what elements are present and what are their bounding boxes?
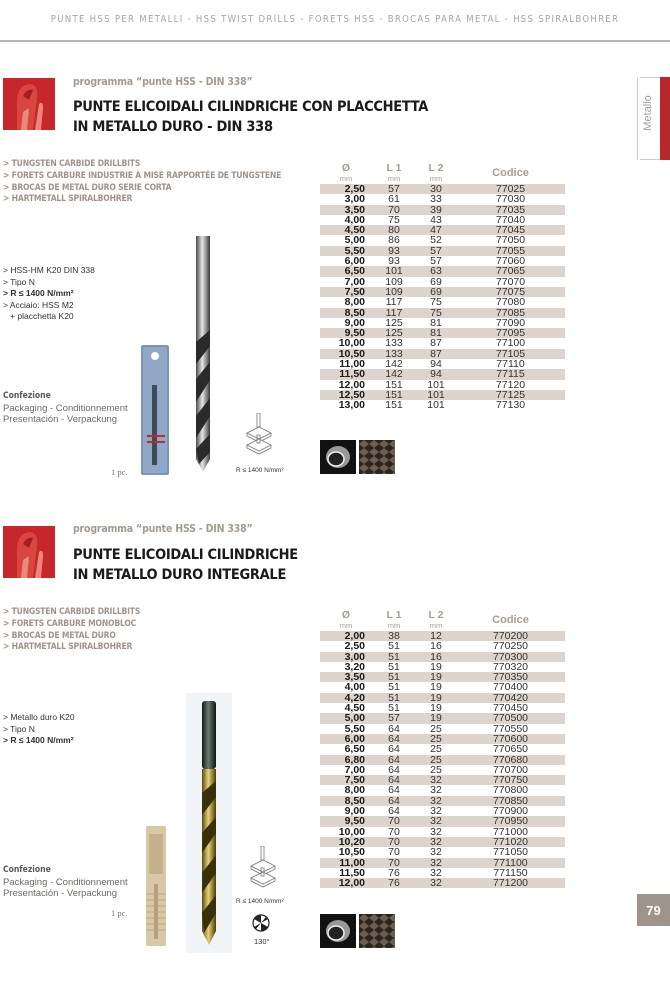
cell-l2: 32: [430, 805, 442, 818]
cell-code: 77095: [495, 327, 526, 340]
cell-code: 770500: [492, 712, 529, 725]
cell-l1: 117: [385, 306, 403, 319]
cell-l1: 76: [388, 866, 400, 879]
cell-l1: 133: [385, 337, 403, 350]
cell-l2: 81: [430, 316, 442, 329]
cell-l1: 93: [388, 244, 400, 257]
cell-diameter: 9,50: [344, 815, 365, 828]
cell-diameter: 5,50: [344, 722, 365, 735]
cell-diameter: 12,00: [338, 378, 365, 391]
cell-l1: 51: [388, 691, 400, 704]
cell-l2: 16: [430, 640, 442, 653]
name-fr: > FORETS CARBURE INDUSTRIE À MISE RAPPORTÉE DE TUNGSTENE: [3, 170, 282, 181]
cell-code: 77030: [495, 193, 526, 206]
cell-code: 770350: [492, 671, 529, 684]
tensile-strength-label: R ≤ 1400 N/mm²: [236, 898, 284, 905]
cell-l1: 57: [388, 712, 400, 725]
cell-diameter: 9,00: [344, 316, 365, 329]
product-title-line-1: PUNTE ELICOIDALI CILINDRICHE CON PLACCHETTA: [73, 99, 429, 115]
cell-diameter: 9,00: [344, 805, 365, 818]
cell-l2: 32: [430, 784, 442, 797]
cell-code: 77100: [495, 337, 526, 350]
steel-ring-icon: [320, 914, 356, 948]
cell-code: 77120: [495, 378, 526, 391]
spec-item: > Tipo N: [3, 276, 35, 287]
cell-code: 770200: [492, 630, 529, 642]
cell-code: 77045: [495, 224, 526, 237]
cell-diameter: 9,50: [344, 327, 365, 340]
cell-l2: 32: [430, 866, 442, 879]
name-es: > BROCAS DE METAL DURO: [3, 630, 116, 641]
cell-l1: 125: [385, 327, 403, 340]
cell-l2: 33: [430, 193, 442, 206]
cell-diameter: 4,20: [344, 691, 365, 704]
cell-l2: 87: [430, 347, 442, 360]
product-title-line-2: IN METALLO DURO - DIN 338: [73, 119, 273, 135]
steel-ring-icon: [320, 440, 356, 474]
cell-code: 770320: [492, 660, 529, 673]
tensile-strength-icon: [249, 846, 277, 888]
cell-diameter: 6,50: [344, 265, 365, 278]
name-fr: > FORETS CARBURE MONOBLOC: [3, 618, 137, 629]
page-number: 79: [637, 894, 670, 926]
cell-code: 77090: [495, 316, 526, 329]
spec-item: > Acciaio: HSS M2: [3, 299, 74, 310]
cell-l1: 51: [388, 650, 400, 663]
cell-diameter: 4,00: [344, 213, 365, 226]
table-row: [320, 847, 565, 857]
cell-l2: 57: [430, 244, 442, 257]
cell-l2: 19: [430, 681, 442, 694]
cell-l1: 51: [388, 671, 400, 684]
spec-item: + placchetta K20: [3, 311, 74, 321]
cell-code: 770750: [492, 774, 529, 787]
solid-carbide-drill-image: [186, 693, 232, 953]
table-row: [320, 400, 565, 410]
cell-diameter: 7,00: [344, 275, 365, 288]
cell-l1: 61: [388, 193, 400, 206]
cell-diameter: 2,50: [344, 640, 365, 653]
tensile-strength-label: R ≤ 1400 N/mm²: [236, 467, 284, 474]
packaging-line: Packaging - Conditionnement: [3, 876, 128, 888]
cell-l1: 109: [385, 275, 403, 288]
cell-l1: 70: [388, 846, 400, 859]
cell-code: 77040: [495, 213, 526, 226]
cell-l2: 43: [430, 213, 442, 226]
cell-diameter: 10,50: [338, 846, 365, 859]
column-header-l1: L 1 mm: [386, 608, 402, 630]
cell-diameter: 10,50: [338, 347, 365, 360]
cell-l2: 25: [430, 743, 442, 756]
cell-l1: 80: [388, 224, 400, 237]
cell-l1: 86: [388, 234, 400, 247]
cell-l2: 25: [430, 732, 442, 745]
size-table: [320, 609, 565, 888]
cell-l1: 64: [388, 753, 400, 766]
drill-logo-icon: [3, 526, 55, 578]
cell-code: 770250: [492, 640, 529, 653]
cell-diameter: 2,50: [344, 183, 365, 195]
cell-diameter: 11,50: [339, 368, 365, 381]
point-angle-icon: [252, 914, 270, 932]
cell-l2: 101: [427, 388, 445, 401]
cell-l1: 64: [388, 732, 400, 745]
cell-diameter: 11,00: [339, 856, 365, 869]
cell-code: 770420: [492, 691, 529, 704]
table-row: [320, 878, 565, 888]
header-divider: [0, 40, 670, 42]
cell-l1: 64: [388, 794, 400, 807]
cell-diameter: 3,20: [344, 660, 365, 673]
cell-l1: 151: [385, 388, 403, 401]
cell-l1: 64: [388, 784, 400, 797]
cell-l1: 75: [388, 213, 400, 226]
size-table-body: [320, 184, 565, 411]
cell-l1: 64: [388, 722, 400, 735]
packaging-info: [3, 865, 128, 900]
cell-l2: 69: [430, 285, 442, 298]
cell-l2: 25: [430, 763, 442, 776]
cell-diameter: 12,00: [338, 877, 365, 890]
cell-l1: 64: [388, 743, 400, 756]
cell-diameter: 8,50: [344, 794, 365, 807]
catalog-header: PUNTE HSS PER METALLI - HSS TWIST DRILLS - FORETS HSS - BROCAS PARA METAL - HSS SPIRALBOHRER: [50, 14, 620, 25]
packaging-line: Packaging - Conditionnement: [3, 402, 128, 414]
cell-code: 77080: [495, 296, 526, 309]
cell-l1: 70: [388, 835, 400, 848]
cell-l2: 32: [430, 825, 442, 838]
cell-code: 770800: [492, 784, 529, 797]
cell-code: 77110: [496, 358, 525, 371]
size-table-body: [320, 631, 565, 888]
cell-code: 77060: [495, 255, 526, 268]
cell-l2: 25: [430, 753, 442, 766]
cell-l2: 94: [430, 358, 442, 371]
cell-l1: 51: [388, 660, 400, 673]
cell-l2: 94: [430, 368, 442, 381]
cell-diameter: 10,00: [338, 337, 365, 350]
cell-diameter: 7,00: [344, 763, 365, 776]
diamond-knurl-icon: [359, 914, 395, 948]
packaging-line: Presentación - Verpackung: [3, 888, 118, 899]
cell-diameter: 7,50: [344, 774, 365, 787]
cell-diameter: 4,50: [344, 224, 365, 237]
carbide-tipped-drill-image: [193, 234, 213, 474]
cell-l1: 51: [388, 702, 400, 715]
cell-l1: 117: [385, 296, 403, 309]
cell-l2: 87: [430, 337, 442, 350]
size-table: [320, 162, 565, 411]
cell-diameter: 8,00: [344, 784, 365, 797]
cell-code: 770400: [492, 681, 529, 694]
cell-l2: 75: [430, 296, 442, 309]
column-header-code: Codice: [492, 614, 529, 626]
cell-l2: 69: [430, 275, 442, 288]
cell-diameter: 3,50: [344, 671, 365, 684]
name-de: > HARTMETALL SPIRALBOHRER: [3, 642, 133, 653]
cell-l2: 32: [430, 856, 442, 869]
cell-diameter: 3,50: [344, 203, 365, 216]
cell-l2: 32: [430, 877, 442, 890]
cell-l2: 101: [427, 378, 445, 391]
cell-l2: 32: [430, 835, 442, 848]
product-title: [73, 545, 298, 585]
cell-diameter: 11,00: [339, 358, 365, 371]
cell-diameter: 8,00: [344, 296, 365, 309]
cell-code: 77115: [496, 368, 525, 381]
cell-l2: 25: [430, 722, 442, 735]
cell-l2: 32: [430, 794, 442, 807]
tab-rule-bottom: [640, 159, 660, 160]
cell-l1: 64: [388, 763, 400, 776]
product-title-line-2: IN METALLO DURO INTEGRALE: [73, 567, 287, 583]
cell-l2: 32: [430, 846, 442, 859]
cell-code: 77085: [495, 306, 526, 319]
product-title-line-1: PUNTE ELICOIDALI CILINDRICHE: [73, 547, 298, 563]
cell-l2: 30: [430, 183, 442, 195]
product-name-translations: [3, 159, 281, 206]
cell-diameter: 10,20: [338, 835, 365, 848]
spec-item: > HSS-HM K20 DIN 338: [3, 265, 95, 275]
cell-code: 77130: [495, 399, 526, 412]
name-de: > HARTMETALL SPIRALBOHRER: [3, 194, 133, 205]
product-name-translations: [3, 607, 140, 654]
cell-code: 77035: [495, 203, 526, 216]
cell-l2: 12: [430, 630, 442, 642]
cell-l2: 63: [430, 265, 442, 278]
cell-l2: 19: [430, 691, 442, 704]
cell-l2: 47: [430, 224, 442, 237]
cell-l2: 32: [430, 815, 442, 828]
cell-l2: 32: [430, 774, 442, 787]
cell-diameter: 5,50: [344, 244, 365, 257]
tube-pack-image: [145, 824, 167, 948]
cell-l2: 16: [430, 650, 442, 663]
tensile-strength-icon: [245, 413, 273, 455]
cell-code: 770650: [492, 743, 529, 756]
cell-code: 77055: [495, 244, 526, 257]
cell-code: 771150: [493, 866, 528, 879]
cell-diameter: 6,00: [344, 255, 365, 268]
cell-l1: 70: [388, 203, 400, 216]
cell-code: 770700: [492, 763, 529, 776]
cell-code: 770950: [492, 815, 529, 828]
cell-l2: 19: [430, 702, 442, 715]
cell-code: 771200: [492, 877, 529, 890]
cell-diameter: 4,50: [344, 702, 365, 715]
cell-l2: 19: [430, 660, 442, 673]
cell-diameter: 3,00: [344, 650, 365, 663]
cell-l2: 75: [430, 306, 442, 319]
diamond-knurl-icon: [359, 440, 395, 474]
cell-code: 770550: [492, 722, 529, 735]
cell-diameter: 5,00: [344, 712, 365, 725]
cell-l2: 81: [430, 327, 442, 340]
product-title: [73, 97, 428, 137]
tab-rule-top: [640, 77, 660, 78]
cell-diameter: 13,00: [338, 399, 365, 412]
packaging-quantity: 1 pc.: [111, 467, 128, 477]
packaging-info: [3, 391, 128, 426]
cell-diameter: 7,50: [344, 285, 365, 298]
name-en: > TUNGSTEN CARBIDE DRILLBITS: [3, 159, 141, 169]
cell-l1: 70: [388, 815, 400, 828]
cell-l1: 57: [388, 183, 400, 195]
packaging-line: Presentación - Verpackung: [3, 414, 118, 425]
cell-code: 77050: [495, 234, 526, 247]
spec-item: > Tipo N: [3, 723, 35, 734]
packaging-heading: Confezione: [3, 865, 51, 875]
cell-l1: 64: [388, 774, 400, 787]
name-en: > TUNGSTEN CARBIDE DRILLBITS: [3, 607, 141, 617]
cell-l1: 93: [388, 255, 400, 268]
cell-l1: 133: [385, 347, 403, 360]
column-header-l1: L 1 mm: [386, 161, 402, 183]
cell-l1: 142: [385, 358, 403, 371]
packaging-heading: Confezione: [3, 391, 51, 401]
cell-diameter: 8,50: [344, 306, 365, 319]
cell-code: 770600: [492, 732, 529, 745]
drill-logo-icon: [3, 78, 55, 130]
spec-list: [3, 712, 75, 747]
cell-diameter: 6,00: [344, 732, 365, 745]
spec-item: > R ≤ 1400 N/mm²: [3, 288, 74, 298]
column-header-code: Codice: [492, 167, 529, 179]
cell-l2: 39: [430, 203, 442, 216]
program-kicker: programma “punte HSS - DIN 338”: [73, 523, 253, 535]
cell-code: 771050: [492, 846, 529, 859]
cell-l2: 19: [430, 712, 442, 725]
cell-diameter: 6,50: [344, 743, 365, 756]
cell-l1: 70: [388, 856, 400, 869]
cell-code: 771020: [492, 835, 529, 848]
cell-code: 770900: [492, 805, 529, 818]
blister-pack-image: [140, 345, 170, 475]
column-header-diameter: Ø mm: [339, 608, 353, 630]
cell-code: 771100: [493, 856, 528, 869]
cell-l1: 151: [385, 378, 403, 391]
point-angle-label: 130°: [254, 937, 270, 946]
cell-l1: 38: [388, 630, 400, 642]
packaging-quantity: 1 pc.: [111, 908, 128, 918]
cell-code: 770450: [492, 702, 529, 715]
cell-code: 77070: [495, 275, 526, 288]
category-side-tab: [637, 77, 670, 160]
name-es: > BROCAS DE METAL DURO SERIE CORTA: [3, 182, 172, 193]
column-header-l2: L 2 mm: [428, 608, 444, 630]
cell-l1: 51: [388, 640, 400, 653]
program-kicker: programma “punte HSS - DIN 338”: [73, 76, 253, 88]
cell-code: 77105: [495, 347, 526, 360]
cell-l1: 101: [385, 265, 403, 278]
category-label: Metallo: [642, 95, 654, 131]
cell-l1: 76: [388, 877, 400, 890]
cell-l1: 142: [385, 368, 403, 381]
cell-l2: 52: [430, 234, 442, 247]
cell-code: 770300: [492, 650, 529, 663]
cell-code: 77075: [495, 285, 526, 298]
cell-l2: 101: [427, 399, 445, 412]
cell-l2: 57: [430, 255, 442, 268]
cell-l1: 51: [388, 681, 400, 694]
cell-diameter: 11,50: [339, 866, 365, 879]
cell-l1: 64: [388, 805, 400, 818]
column-header-diameter: Ø mm: [339, 161, 353, 183]
cell-code: 77025: [495, 183, 526, 195]
cell-code: 770680: [492, 753, 529, 766]
cell-l1: 151: [385, 399, 403, 412]
cell-diameter: 5,00: [344, 234, 365, 247]
spec-list: [3, 265, 95, 323]
cell-code: 770850: [492, 794, 529, 807]
cell-diameter: 4,00: [344, 681, 365, 694]
cell-l2: 19: [430, 671, 442, 684]
cell-code: 771000: [492, 825, 529, 838]
cell-diameter: 6,80: [344, 753, 365, 766]
category-color-bar: [660, 77, 670, 160]
cell-code: 77065: [495, 265, 526, 278]
cell-diameter: 3,00: [344, 193, 365, 206]
cell-code: 77125: [495, 388, 526, 401]
cell-l1: 109: [385, 285, 403, 298]
cell-l1: 70: [388, 825, 400, 838]
cell-diameter: 2,00: [344, 630, 365, 642]
cell-diameter: 12,50: [338, 388, 365, 401]
column-header-l2: L 2 mm: [428, 161, 444, 183]
spec-item: > Metallo duro K20: [3, 712, 75, 722]
cell-l1: 125: [385, 316, 403, 329]
spec-item: > R ≤ 1400 N/mm²: [3, 735, 74, 745]
cell-diameter: 10,00: [338, 825, 365, 838]
